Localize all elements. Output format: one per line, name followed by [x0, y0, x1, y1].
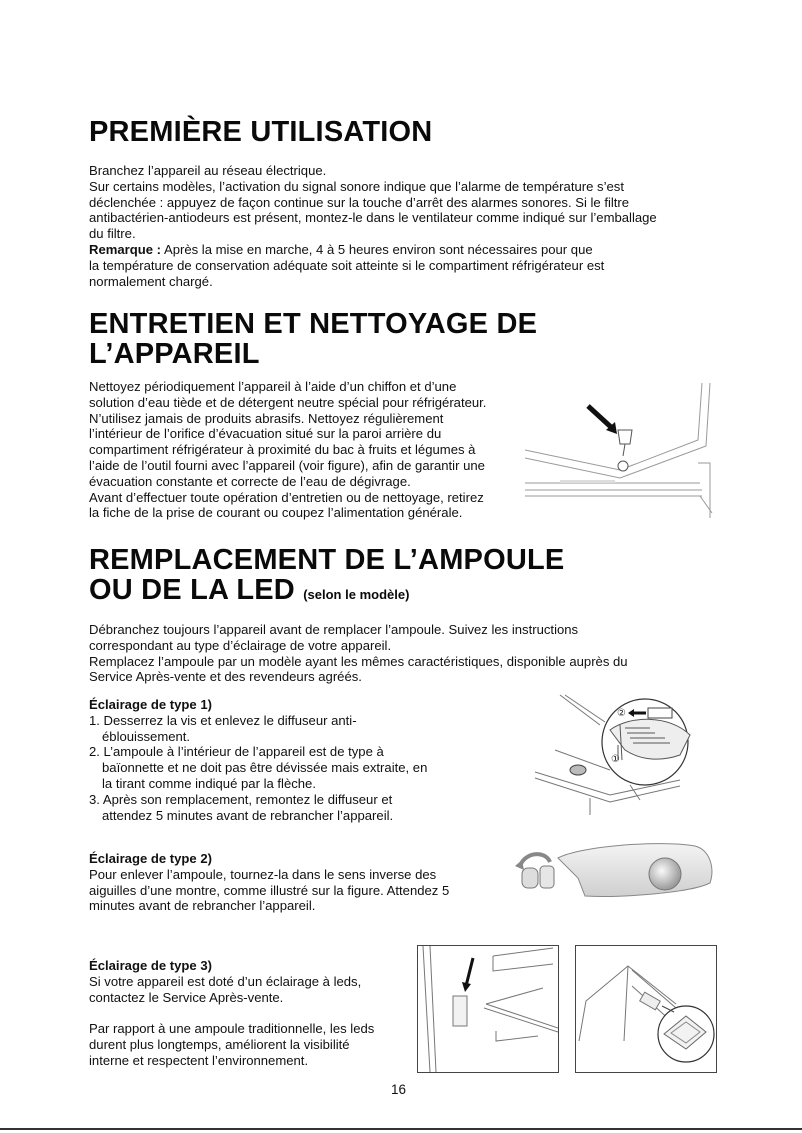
heading-premiere-utilisation: PREMIÈRE UTILISATION: [89, 116, 433, 148]
type1-heading: Éclairage de type 1): [89, 697, 212, 712]
text-line: Débranchez toujours l’appareil avant de remplacer l’ampoule. Suivez les instructions: [89, 622, 579, 637]
drain-cleaning-figure: [520, 378, 715, 523]
heading-line: L’APPAREIL: [89, 338, 260, 370]
text-line: déclenchée : appuyez de façon continue sur la touche d’arrêt des alarmes sonores. Si le filtre: [89, 194, 630, 210]
bulb-rotation-illustration-icon: [510, 838, 725, 908]
led-ceiling-figure: [575, 945, 717, 1073]
heading-line: [89, 575, 564, 610]
text-line: du filtre.: [89, 226, 136, 242]
text-line: minutes avant de rebrancher l’appareil.: [89, 898, 316, 914]
type1-section: [89, 697, 427, 823]
text-line: aiguilles d’une montre, comme illustré sur la figure. Attendez 5: [89, 882, 450, 898]
text-line: normalement chargé.: [89, 273, 213, 289]
text-line: N’utilisez jamais de produits abrasifs. Nettoyez régulièrement: [89, 410, 444, 426]
text-line: Par rapport à une ampoule traditionnelle, les leds: [89, 1021, 375, 1037]
page-number: 16: [391, 1082, 407, 1097]
text-line: correspondant au type d’éclairage de votre appareil.: [89, 637, 392, 653]
list-item: 3. Après son remplacement, remontez le diffuseur et: [89, 791, 393, 807]
text-line: la température de conservation adéquate soit atteinte si le compartiment réfrigérateur est: [89, 257, 605, 273]
text-line: Nettoyez périodiquement l’appareil à l’aide d’un chiffon et d’une: [89, 379, 457, 394]
type2-section: [89, 851, 449, 914]
type3-section: [89, 958, 374, 1069]
text-line: Remplacez l’ampoule par un modèle ayant les mêmes caractéristiques, disponible auprès du: [89, 653, 628, 669]
remark-text: Après la mise en marche, 4 à 5 heures environ sont nécessaires pour que: [161, 241, 593, 257]
text-line: l’intérieur de l’orifice d’évacuation situé sur la paroi arrière du: [89, 426, 442, 442]
type2-heading: Éclairage de type 2): [89, 851, 212, 866]
list-item-continuation: éblouissement.: [102, 728, 191, 744]
text-line: Branchez l’appareil au réseau électrique.: [89, 163, 327, 178]
heading-line: ENTRETIEN ET NETTOYAGE DE: [89, 308, 538, 340]
list-item-continuation: la tirant comme indiqué par la flèche.: [102, 775, 316, 791]
text-line: l’aide de l’outil fourni avec l’appareil (voir figure), afin de garantir une: [89, 457, 485, 473]
list-item: 1. Desserrez la vis et enlevez le diffuseur anti-: [89, 712, 357, 728]
bayonet-bulb-figure: [530, 690, 710, 815]
remark-line: [89, 242, 657, 258]
heading-entretien: [89, 309, 537, 369]
callout-2: ②: [617, 708, 626, 719]
text-line: Avant d’effectuer toute opération d’entretien ou de nettoyage, retirez: [89, 489, 484, 505]
text-line: durent plus longtemps, améliorent la visibilité: [89, 1036, 350, 1052]
text-line: Sur certains modèles, l’activation du signal sonore indique que l’alarme de température s’est: [89, 178, 624, 194]
text-line: Si votre appareil est doté d’un éclairage à leds,: [89, 973, 362, 989]
bulb-removal-illustration-icon: [530, 690, 710, 815]
text-line: antibactérien-antiodeurs est présent, montez-le dans le ventilateur comme indiqué sur l’emballage: [89, 210, 657, 226]
text-line: évacuation constante et correcte de l’eau de dégivrage.: [89, 473, 411, 489]
text-line: contactez le Service Après-vente.: [89, 989, 284, 1005]
heading-note: (selon le modèle): [303, 587, 410, 602]
led-wall-illustration-icon: [418, 946, 558, 1072]
remark-label: Remarque :: [89, 241, 162, 257]
entretien-body: [89, 379, 486, 521]
led-wall-figure: [417, 945, 559, 1073]
text-line: solution d’eau tiède et de détergent neutre spécial pour réfrigérateur.: [89, 394, 487, 410]
list-item-continuation: baïonnette et ne doit pas être dévissée mais extraite, en: [102, 760, 428, 776]
list-item-continuation: attendez 5 minutes avant de rebrancher l’appareil.: [102, 807, 394, 823]
heading-text: OU DE LA LED: [89, 574, 295, 606]
drain-tool-illustration-icon: [520, 378, 715, 523]
list-item: 2. L’ampoule à l’intérieur de l’appareil est de type à: [89, 744, 384, 760]
premiere-utilisation-body: [89, 163, 657, 289]
text-line: Pour enlever l’ampoule, tournez-la dans le sens inverse des: [89, 866, 437, 882]
text-line: interne et respectent l’environnement.: [89, 1052, 309, 1068]
led-ceiling-illustration-icon: [576, 946, 716, 1072]
text-line: Service Après-vente et des revendeurs agréés.: [89, 669, 362, 685]
type3-heading: Éclairage de type 3): [89, 958, 212, 973]
remplacement-intro: [89, 622, 628, 685]
heading-remplacement: [89, 545, 564, 610]
text-line: compartiment réfrigérateur à proximité du bac à fruits et légumes à: [89, 442, 476, 458]
bottom-rule: [0, 1128, 802, 1130]
heading-line: REMPLACEMENT DE L’AMPOULE: [89, 544, 565, 576]
callout-1: ①: [611, 754, 620, 765]
screw-bulb-figure: [510, 838, 725, 908]
text-line: la fiche de la prise de courant ou coupez l’alimentation générale.: [89, 505, 463, 521]
